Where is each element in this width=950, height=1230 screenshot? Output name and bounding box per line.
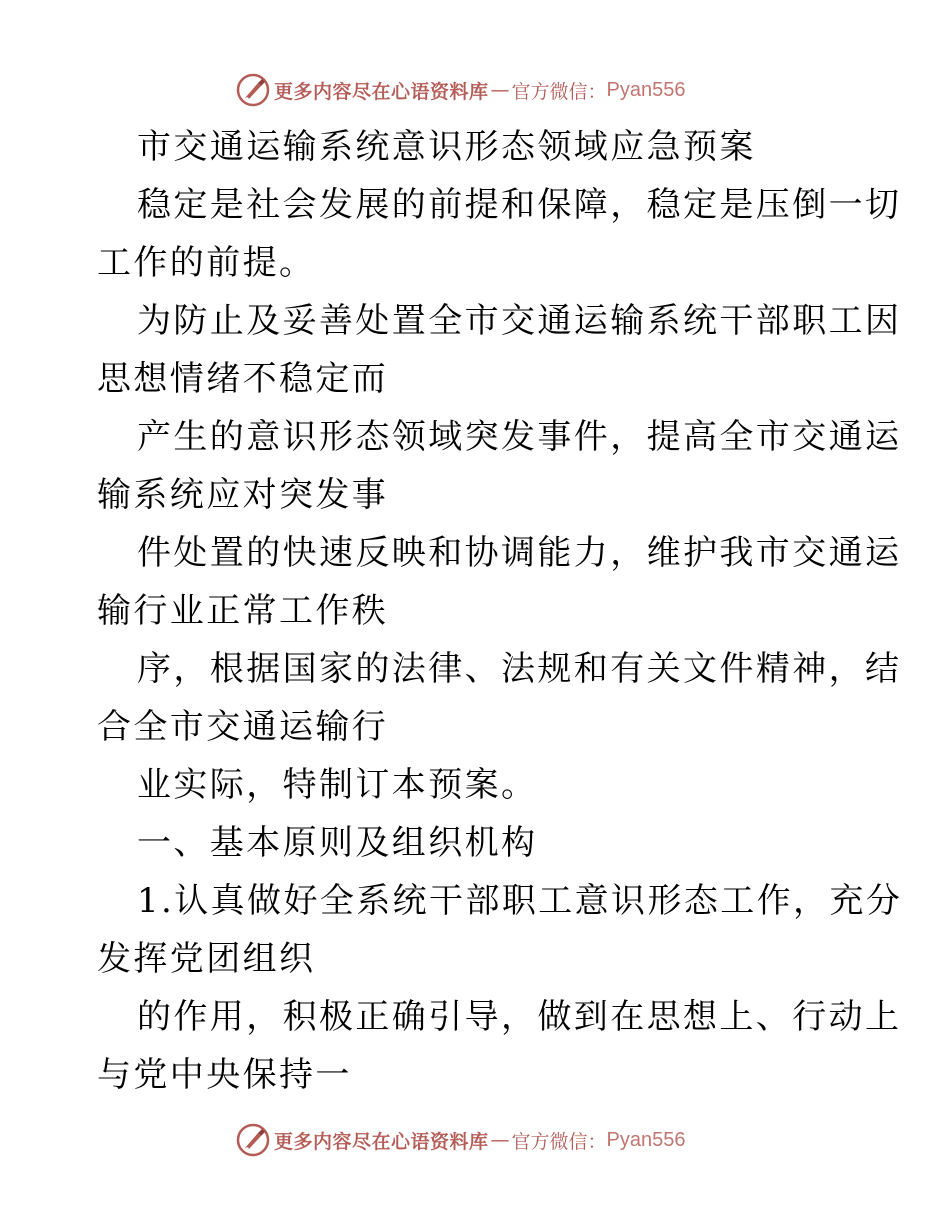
watermark-footer (236, 1120, 686, 1160)
pen-logo-icon (236, 73, 270, 107)
text-line: 一、基本原则及组织机构 (137, 823, 538, 863)
watermark-separator: — (490, 79, 510, 101)
document-body (97, 118, 903, 1104)
text-line: 的作用，积极正确引导，做到在思想上、行动上 (137, 997, 902, 1037)
text-line: 业实际，特制订本预案。 (137, 765, 538, 805)
text-line: 思想情绪不稳定而 (97, 359, 389, 399)
text-line: 件处置的快速反映和协调能力，维护我市交通运 (137, 533, 902, 573)
text-line: 工作的前提。 (97, 243, 316, 283)
document-title: 市交通运输系统意识形态领域应急预案 (137, 127, 756, 167)
watermark-brand: 更多内容尽在心语资料库 (274, 80, 489, 103)
text-line: 输行业正常工作秩 (97, 591, 389, 631)
watermark-wechat-id: Pyan556 (606, 1128, 686, 1151)
text-line: 发挥党团组织 (97, 939, 316, 979)
text-line: 1.认真做好全系统干部职工意识形态工作，充分 (137, 881, 903, 921)
text-line: 稳定是社会发展的前提和保障，稳定是压倒一切 (137, 185, 902, 225)
watermark-wechat-id: Pyan556 (606, 78, 686, 101)
watermark-contact-label: 官方微信： (511, 1130, 607, 1153)
text-line: 合全市交通运输行 (97, 707, 389, 747)
text-line: 与党中央保持一 (97, 1055, 352, 1095)
watermark-brand: 更多内容尽在心语资料库 (274, 1130, 489, 1153)
watermark-contact-label: 官方微信： (511, 80, 607, 103)
text-line: 产生的意识形态领域突发事件，提高全市交通运 (137, 417, 902, 457)
watermark-header (236, 70, 686, 110)
text-line: 输系统应对突发事 (97, 475, 389, 515)
pen-logo-icon (236, 1123, 270, 1157)
watermark-separator: — (490, 1129, 510, 1151)
text-line: 序，根据国家的法律、法规和有关文件精神，结 (137, 649, 902, 689)
text-line: 为防止及妥善处置全市交通运输系统干部职工因 (137, 301, 902, 341)
